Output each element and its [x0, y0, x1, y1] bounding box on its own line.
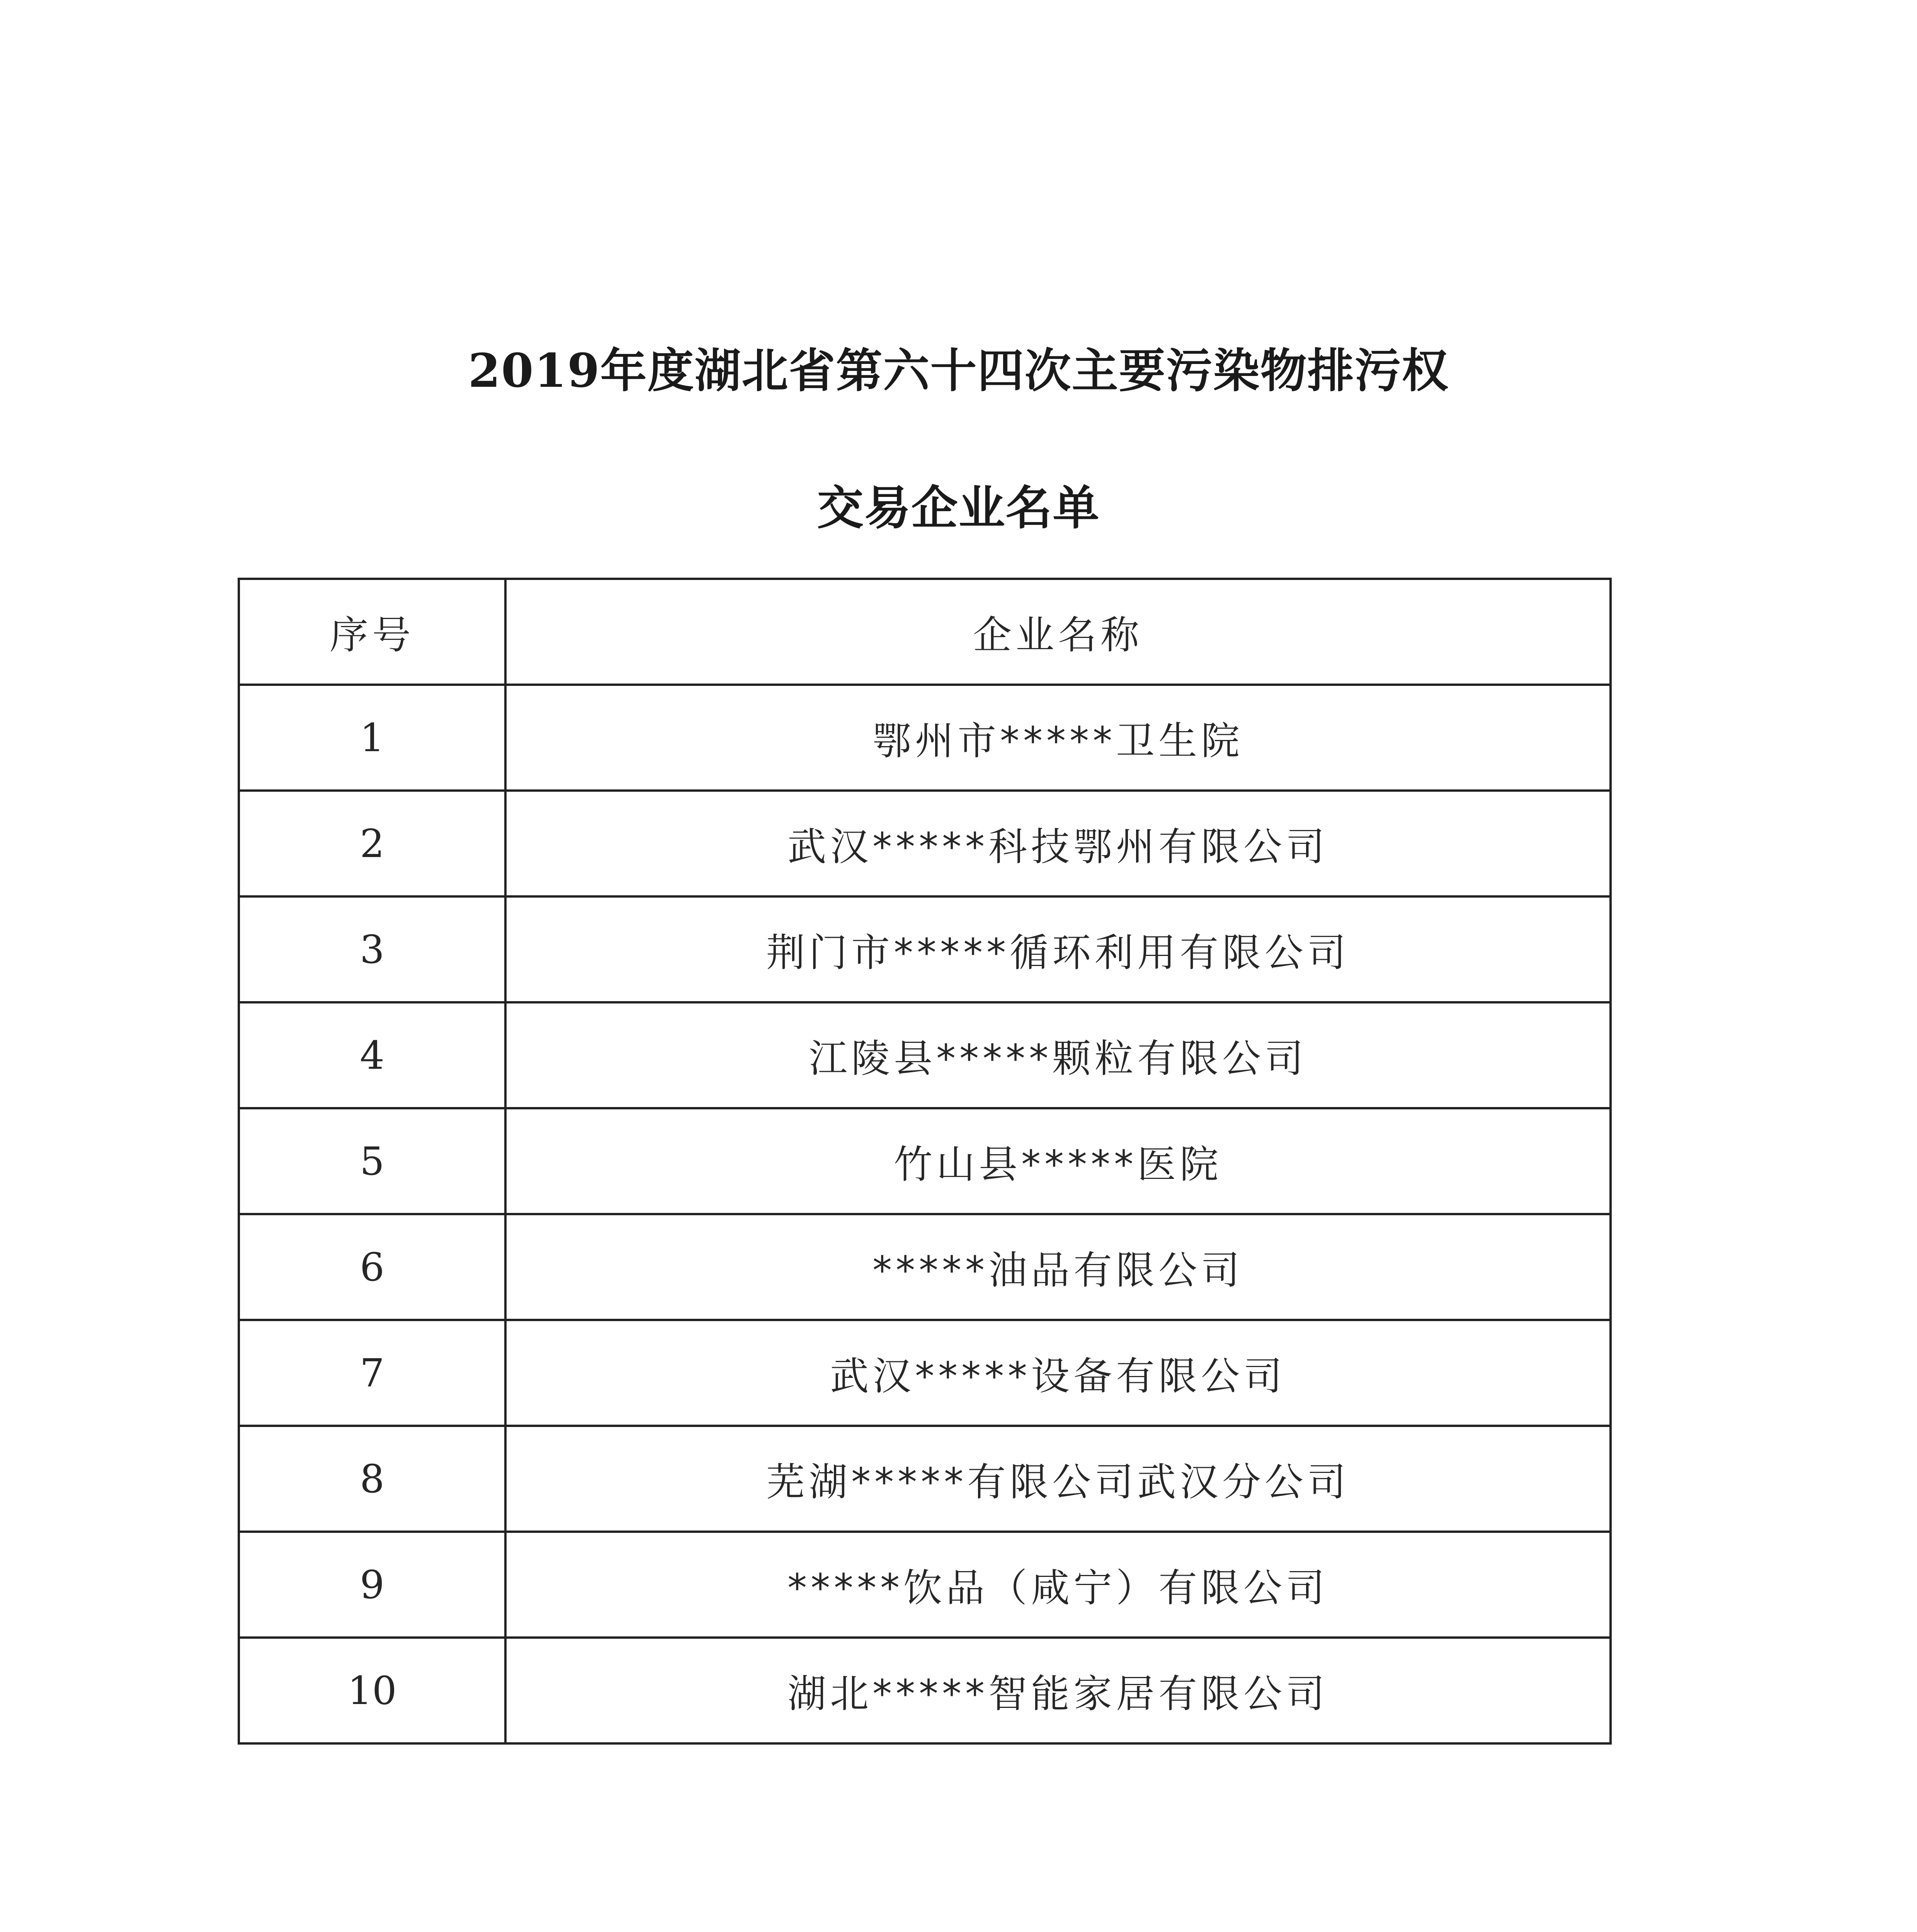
table-row: [239, 1532, 1611, 1638]
company-list-table: [238, 578, 1612, 1745]
table-row: [239, 1214, 1611, 1320]
row-company-name: 湖北*****智能家居有限公司: [505, 1638, 1611, 1743]
row-index: 2: [239, 791, 505, 896]
table-row: [239, 1108, 1611, 1214]
row-index: 10: [239, 1638, 505, 1743]
row-index: 7: [239, 1320, 505, 1426]
row-company-name: 武汉*****设备有限公司: [505, 1320, 1611, 1426]
table-row: [239, 685, 1611, 791]
row-company-name: 荆门市*****循环利用有限公司: [505, 896, 1611, 1002]
document-title-line-1: 2019年度湖北省第六十四次主要污染物排污权: [468, 344, 1449, 398]
table-row: [239, 1002, 1611, 1108]
row-index: 6: [239, 1214, 505, 1320]
row-company-name: 江陵县*****颗粒有限公司: [505, 1002, 1611, 1108]
table-header-row: [239, 579, 1611, 685]
document-title-line-2: 交易企业名单: [817, 481, 1100, 535]
column-header-company-name: 企业名称: [505, 579, 1611, 685]
table-row: [239, 1638, 1611, 1743]
table-row: [239, 896, 1611, 1002]
row-company-name: *****饮品（咸宁）有限公司: [505, 1532, 1611, 1638]
row-company-name: *****油品有限公司: [505, 1214, 1611, 1320]
row-index: 1: [239, 685, 505, 791]
table-row: [239, 791, 1611, 896]
row-company-name: 竹山县*****医院: [505, 1108, 1611, 1214]
table-row: [239, 1320, 1611, 1426]
row-company-name: 芜湖*****有限公司武汉分公司: [505, 1426, 1611, 1532]
row-index: 3: [239, 896, 505, 1002]
row-index: 8: [239, 1426, 505, 1532]
column-header-index: 序号: [239, 579, 505, 685]
row-company-name: 鄂州市*****卫生院: [505, 685, 1611, 791]
row-company-name: 武汉*****科技鄂州有限公司: [505, 791, 1611, 896]
row-index: 5: [239, 1108, 505, 1214]
row-index: 9: [239, 1532, 505, 1638]
table-row: [239, 1426, 1611, 1532]
row-index: 4: [239, 1002, 505, 1108]
